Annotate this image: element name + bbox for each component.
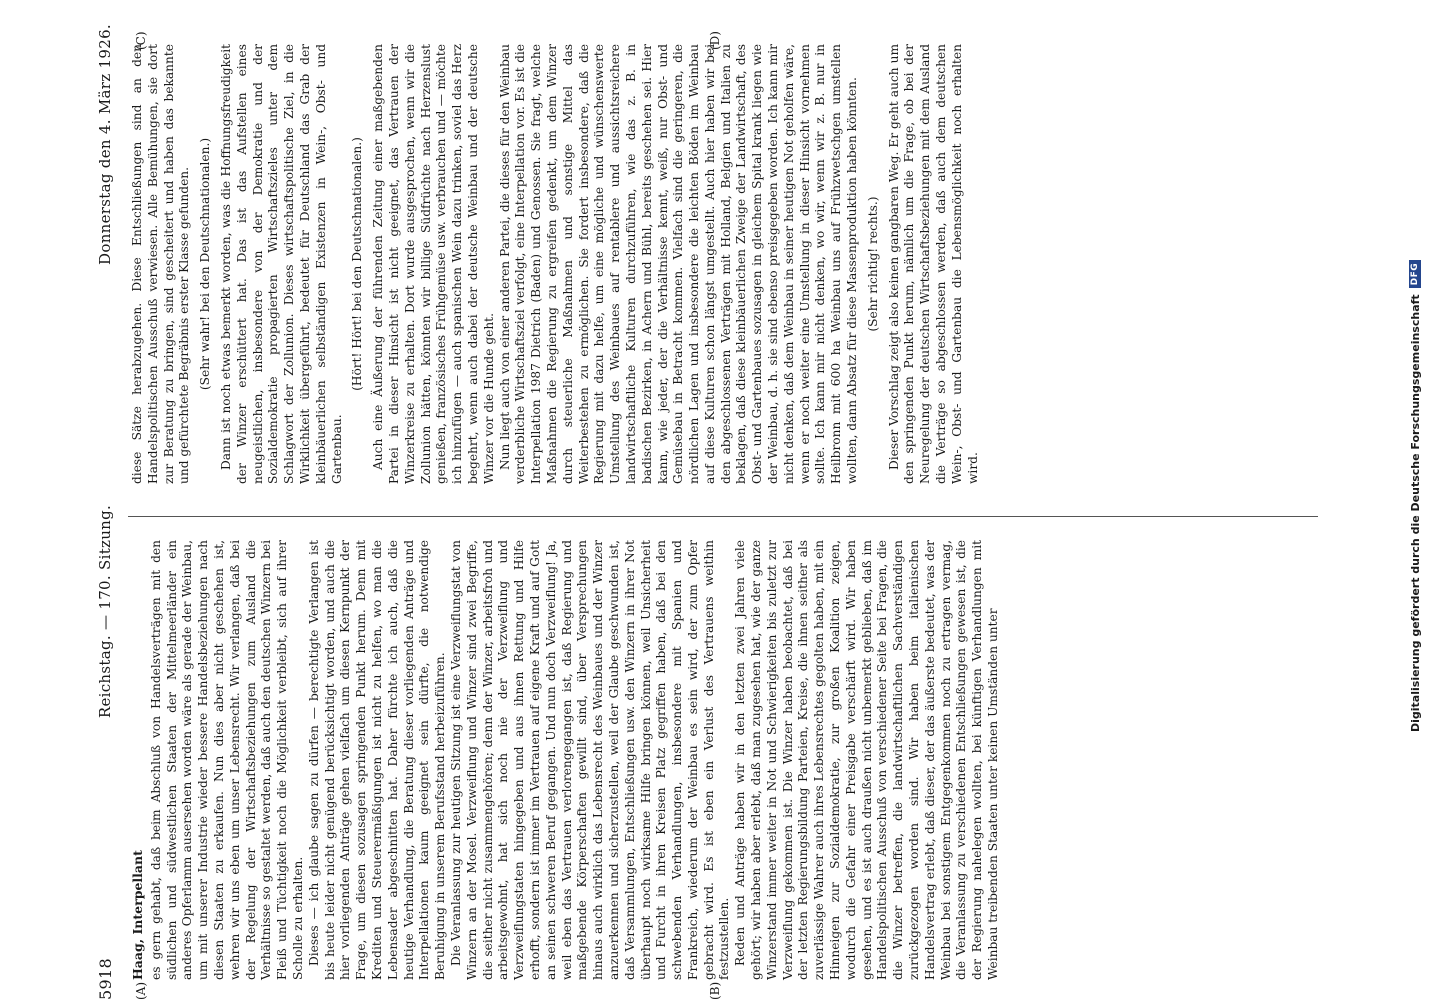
margin-mark-a: (A) [134,981,148,1000]
header-date: Donnerstag den 4. März 1926. [96,24,114,265]
rotated-page-content [88,24,1348,1000]
paragraph: diese Sätze herabzugehen. Diese Entschließungen sind an den Handelspolitischen Ausschuß verwiesen. Alle Bemühungen, sie dort zur Beratung zu bringen, sind gescheitert und haben das bekannte und gefürchtete Begräbnis erster Klasse gefunden. [130,44,192,484]
margin-mark-b: (B) [708,981,722,1000]
dfg-logo: DFG [1409,260,1421,289]
paragraph: es gern gehabt, daß beim Abschluß von Handelsverträgen mit den südlichen und südwestlichen Staaten der Mittelmeerländer ein anderes Opferlamm ausersehen worden wäre als gerade der Weinbau, um mit unserer Industrie wieder bessere Handelsbeziehungen nach diesen Staaten zu erkaufen. Nun dies aber nicht geschehen ist, wehren wir uns eben um unser Lebensrecht. Wir verlangen, daß bei der Regelung der Wirtschaftsbeziehungen zum Ausland die Verhältnisse so gestaltet werden, daß auch den deutschen Winzern bei Fleiß und Tüchtigkeit noch die Möglichkeit verbleibt, sich auf ihrer Scholle zu erhalten. [148,540,305,980]
left-column [130,540,1002,980]
margin-mark-d: (D) [708,31,722,50]
header-session: Reichstag. — 170. Sitzung. [96,504,114,719]
paragraph: Dieses — ich glaube sagen zu dürfen — berechtigte Verlangen ist bis heute leider nicht genügend berücksichtigt worden, und auch die hier vorliegenden Anträge gehen vielfach um diesen Kernpunkt der Frage, um diesen sozusagen springenden Punkt herum. Denn mit Krediten und Steuerermäßigungen ist nicht zu helfen, wo man die Lebensader abgeschnitten hat. Daher fürchte ich auch, daß die heutige Verhandlung, die Beratung dieser vorliegenden Anträge und Interpellationen kaum geeignet sein dürfte, die notwendige Beruhigung in unserem Berufsstand herbeizuführen. [306,540,448,980]
right-column [130,44,981,484]
paragraph: Auch eine Äußerung der führenden Zeitung einer maßgebenden Partei in dieser Hinsicht ist nicht geeignet, das Vertrauen der Winzerkreise zu erhalten. Dort wurde ausgesprochen, wenn wir die Zollunion hätten, könnten wir billige Südfrüchte nach Herzenslust genießen, französisches Frühgemüse usw. verbrauchen und — möchte ich hinzufügen — auch spanischen Wein dazu trinken, soviel das Herz begehrt, wenn auch dabei der deutsche Weinbau und der deutsche Winzer vor die Hunde geht. [371,44,496,484]
paragraph: Reden und Anträge haben wir in den letzten zwei Jahren viele gehört; wir haben aber erlebt, daß man zugesehen hat, wie der ganze Winzerstand immer weiter in Not und Schwierigkeiten bis zuletzt zur Verzweiflung gekommen ist. Die Winzer haben beobachtet, daß bei der letzten Regierungsbildung Parteien, Kreise, die ihnen seither als zuverlässige Wahrer auch ihres Lebensrechtes gegolten haben, mit ein Hinneigen zur Sozialdemokratie, zur großen Koalition zeigen, wodurch die Gefahr einer Preisgabe verschärft wird. Wir haben gesehen, und es ist auch draußen nicht unbemerkt geblieben, daß im Handelspolitischen Ausschuß von verschiedener Seite bei Fragen, die die Winzer betreffen, die landwirtschaftlichen Sachverständigen zurückgezogen worden sind. Wir haben beim italienischen Handelsvertrag erlebt, daß dieser, der das äußerste bedeutet, was der Weinbau bei sonstigem Entgegenkommen noch zu ertragen vermag, die Veranlassung zu verschiedenen Entschließungen gewesen ist, die der Regierung nahelegen wollten, bei künftigen Verhandlungen mit Weinbau treibenden Staaten unter keinen Umständen unter [733,540,1001,980]
paragraph: Die Veranlassung zur heutigen Sitzung ist eine Verzweiflungstat von Winzern an der Mosel. Verzweiflung und Winzer sind zwei Begriffe, die seither nicht zusammengehören; denn der Winzer, arbeitsfroh und arbeitsgewohnt, hat sich noch nie der Verzweiflung und Verzweiflungstaten hingegeben und aus ihnen Rettung und Hilfe erhofft, sondern ist immer im Vertrauen auf eigene Kraft und auf Gott an seinen schweren Beruf gegangen. Und nun doch Verzweiflung! Ja, weil eben das Vertrauen verlorengegangen ist, daß Regierung und maßgebende Körperschaften gewillt sind, über Versprechungen hinaus auch wirklich das Lebensrecht des Weinbaues und der Winzer anzuerkennen und sicherzustellen, weil der Glaube geschwunden ist, daß Versammlungen, Entschließungen usw. den Winzern in ihrer Not überhaupt noch wirksame Hilfe bringen können, weil Unsicherheit und Furcht in ihren Kreisen Platz gegriffen haben, daß bei den schwebenden Verhandlungen, insbesondere mit Spanien und Frankreich, wiederum der Weinbau es sein wird, der zum Opfer gebracht wird. Es ist eben ein Verlust des Vertrauens weithin festzustellen. [448,540,732,980]
document-page [88,24,1348,1000]
interjection: (Hört! Hört! bei den Deutschnationalen.) [350,137,365,391]
page-header [88,24,122,1000]
margin-mark-c: (C) [134,31,148,50]
interjection: (Sehr wahr! bei den Deutschnationalen.) [198,137,213,391]
column-divider [128,516,1318,517]
paragraph: Nun liegt auch von einer anderen Partei, die dieses für den Weinbau verderbliche Wirtschaftsziel verfolgt, eine Interpellation vor. Es ist die Interpellation 1987 Dietrich (Baden) und Genossen. Sie fragt, welche Maßnahmen die Regierung zu ergreifen gedenkt, um dem Winzer durch steuerliche Maßnahmen und sonstige Mittel das Weiterbestehen zu ermöglichen. Sie fordert insbesondere, daß die Regierung mit dazu helfe, um eine mögliche und wünschenswerte Umstellung des Weinbaues auf rentablere und aussichtsreichere landwirtschaftliche Kulturen durchzuführen, wie das z. B. in badischen Bezirken, in Achern und Bühl, bereits geschehen sei. Hier kann, wie jeder, der die Verhältnisse kennt, weiß, nur Obst- und Gemüsebau in Betracht kommen. Vielfach sind die geringeren, die nördlichen Lagen und insbesondere die leichten Böden im Weinbau auf diese Kulturen schon längst umgestellt. Auch hier haben wir bei den abgeschlossenen Verträgen mit Holland, Belgien und Italien zu beklagen, daß diese kleinbäuerlichen Zweige der Landwirtschaft, des Obst- und Gartenbaues sozusagen in gleichem Spital krank liegen wie der Weinbau, d. h. sie sind ebenso preisgegeben worden. Ich kann mir nicht denken, daß dem Weinbau in seiner heutigen Not geholfen wäre, wenn er noch weiter eine Umstellung in dieser Hinsicht vornehmen sollte. Ich kann mir nicht denken, wo wir, wenn wir z. B. nur in Heilbronn mit 600 ha Weinbau uns auf Frühzwetschgen umstellen wollten, dann Absatz für diese Massenproduktion haben könnten. [497,44,860,484]
digitization-credit [1404,0,1426,1000]
paragraph: Dann ist noch etwas bemerkt worden, was die Hoffnungsfreudigkeit der Winzer erschüttert hat. Das ist das Aufstellen eines neugeistlichen, insbesondere von der Demokratie und der Sozialdemokratie propagierten Wirtschaftszieles unter dem Schlagwort der Zollunion. Dieses wirtschaftspolitische Ziel, in die Wirklichkeit übergeführt, bedeutet für Deutschland das Grab der kleinbäuerlichen selbständigen Existenzen in Wein-, Obst- und Gartenbau. [218,44,344,484]
credit-text: Digitalisierung gefördert durch die Deutsche Forschungsgemeinschaft [1408,294,1422,732]
paragraph: Dieser Vorschlag zeigt also keinen gangbaren Weg. Er geht auch um den springenden Punkt herum, nämlich um die Frage, ob bei der Neuregelung der deutschen Wirtschaftsbeziehungen mit dem Ausland die Verträge so abgeschlossen werden, daß auch dem deutschen Wein-, Obst- und Gartenbau die Lebensmöglichkeit noch erhalten wird. [886,44,980,484]
interjection: (Sehr richtig! rechts.) [865,196,880,332]
speaker-label: Haag, Interpellant [130,850,145,980]
page-number: 5918 [95,958,115,1000]
